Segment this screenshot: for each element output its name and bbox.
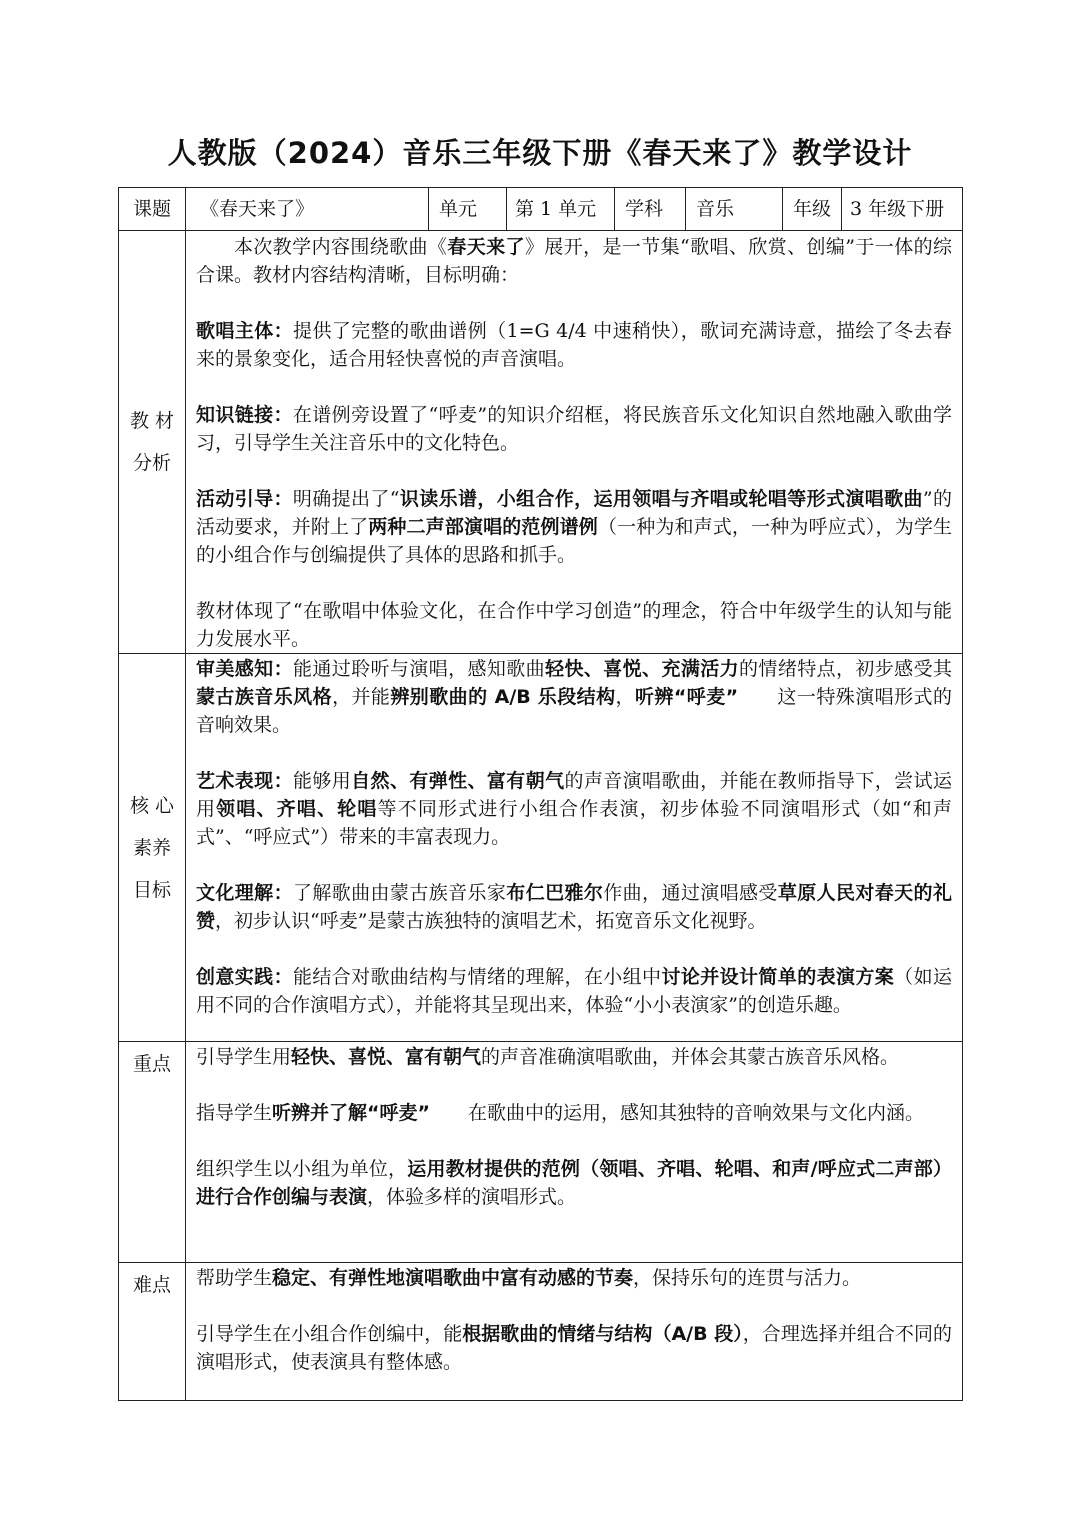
core-literacy-label: 核 心 素养 目标 — [119, 654, 186, 1042]
aesthetic-paragraph: 审美感知：能通过聆听与演唱，感知歌曲轻快、喜悦、充满活力的情绪特点，初步感受其蒙古族音乐风格，并能辨别歌曲的 A/B 乐段结构，听辨“呼麦” 这一特殊演唱形式的音响效果。 — [196, 658, 952, 736]
subject-label: 学科 — [615, 188, 686, 231]
intro-paragraph: 本次教学内容围绕歌曲《春天来了》展开，是一节集“歌唱、欣赏、创编”于一体的综合课。教材内容结构清晰，目标明确： — [196, 236, 952, 286]
header-row — [119, 188, 963, 231]
grade-label: 年级 — [783, 188, 842, 231]
singing-paragraph: 歌唱主体：提供了完整的歌曲谱例（1=G 4/4 中速稍快），歌词充满诗意，描绘了冬去春来的景象变化，适合用轻快喜悦的声音演唱。 — [196, 320, 952, 370]
key-paragraph-1: 引导学生用轻快、喜悦、富有朝气的声音准确演唱歌曲，并体会其蒙古族音乐风格。 — [196, 1046, 900, 1068]
key-paragraph-2: 指导学生听辨并了解“呼麦” 在歌曲中的运用，感知其独特的音响效果与文化内涵。 — [196, 1102, 925, 1124]
difficulty-paragraph-2: 引导学生在小组合作创编中，能根据歌曲的情绪与结构（A/B 段），合理选择并组合不同的演唱形式，使表演具有整体感。 — [196, 1323, 952, 1373]
difficulty-row — [119, 1263, 963, 1401]
material-analysis-row — [119, 231, 963, 654]
grade-value: 3 年级下册 — [842, 188, 963, 231]
topic-value: 《春天来了》 — [186, 188, 429, 231]
difficulty-label: 难点 — [119, 1263, 186, 1401]
material-analysis-content — [186, 231, 963, 654]
art-paragraph: 艺术表现：能够用自然、有弹性、富有朝气的声音演唱歌曲，并能在教师指导下，尝试运用领唱、齐唱、轮唱等不同形式进行小组合作表演，初步体验不同演唱形式（如“和声式”、“呼应式”）带来的丰富表现力。 — [196, 770, 952, 848]
unit-value: 第 1 单元 — [507, 188, 615, 231]
activity-paragraph: 活动引导：明确提出了“识读乐谱，小组合作，运用领唱与齐唱或轮唱等形式演唱歌曲”的活动要求，并附上了两种二声部演唱的范例谱例（一种为和声式，一种为呼应式），为学生的小组合作与创编提供了具体的思路和抓手。 — [196, 488, 952, 566]
topic-label: 课题 — [119, 188, 186, 231]
key-points-row — [119, 1042, 963, 1263]
difficulty-content — [186, 1263, 963, 1401]
creative-paragraph: 创意实践：能结合对歌曲结构与情绪的理解，在小组中讨论并设计简单的表演方案（如运用不同的合作演唱方式），并能将其呈现出来，体验“小小表演家”的创造乐趣。 — [196, 966, 952, 1016]
knowledge-paragraph: 知识链接：在谱例旁设置了“呼麦”的知识介绍框，将民族音乐文化知识自然地融入歌曲学习，引导学生关注音乐中的文化特色。 — [196, 404, 952, 454]
page-title: 人教版（2024）音乐三年级下册《春天来了》教学设计 — [167, 136, 913, 170]
summary-paragraph: 教材体现了“在歌唱中体验文化，在合作中学习创造”的理念，符合中年级学生的认知与能力发展水平。 — [196, 600, 952, 650]
difficulty-paragraph-1: 帮助学生稳定、有弹性地演唱歌曲中富有动感的节奏，保持乐句的连贯与活力。 — [196, 1267, 862, 1289]
key-points-label: 重点 — [119, 1042, 186, 1263]
key-points-content — [186, 1042, 963, 1263]
core-literacy-row — [119, 654, 963, 1042]
culture-paragraph: 文化理解：了解歌曲由蒙古族音乐家布仁巴雅尔作曲，通过演唱感受草原人民对春天的礼赞，初步认识“呼麦”是蒙古族独特的演唱艺术，拓宽音乐文化视野。 — [196, 882, 952, 932]
lesson-plan-table — [118, 187, 963, 1401]
material-analysis-label: 教 材 分析 — [119, 231, 186, 654]
unit-label: 单元 — [429, 188, 507, 231]
core-literacy-content — [186, 654, 963, 1042]
key-paragraph-3: 组织学生以小组为单位，运用教材提供的范例（领唱、齐唱、轮唱、和声/呼应式二声部）进行合作创编与表演，体验多样的演唱形式。 — [196, 1158, 952, 1208]
subject-value: 音乐 — [686, 188, 783, 231]
